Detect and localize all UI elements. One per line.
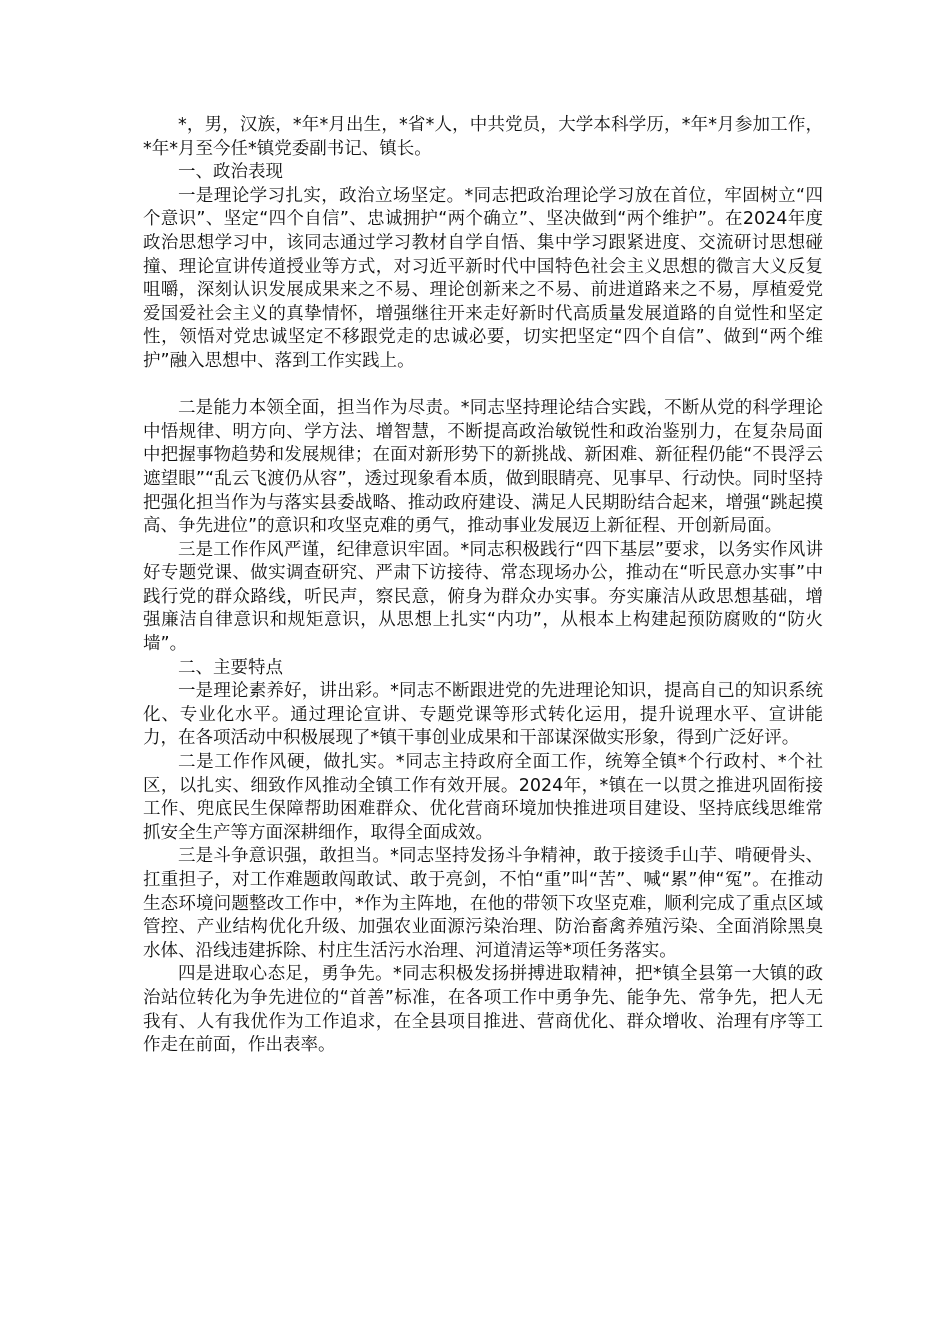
section-heading-features: 二、主要特点	[178, 657, 283, 678]
paragraph-enterprising: 四是进取心态足，勇争先。*同志积极发扬拼搏进取精神，把*镇全县第一大镇的政治站位转化为争先进位的“首善”标准，在各项工作中勇争先、能争先、常争先，把人无我有、人有我优作为工作追求，在全县项目推进、营商优化、群众增收、治理有序等工作走在前面，作出表率。	[143, 964, 823, 1056]
paragraph-work-style: 三是工作作风严谨，纪律意识牢固。*同志积极践行“四下基层”要求，以务实作风讲好专题党课、做实调查研究、严肃下访接待、常态现场办公，推动在“听民意办实事”中践行党的群众路线，听民声，察民意，俯身为群众办实事。夯实廉洁从政思想基础，增强廉洁自律意识和规矩意识，从思想上扎实“内功”，从根本上构建起预防腐败的“防火墙”。	[143, 539, 823, 655]
paragraph-solid-work: 二是工作作风硬，做扎实。*同志主持政府全面工作，统筹全镇*个行政村、*个社区，以扎实、细致作风推动全镇工作有效开展。2024年，*镇在一以贯之推进巩固衔接工作、兜底民生保障帮助困难群众、优化营商环境加快推进项目建设、坚持底线思维常抓安全生产等方面深耕细作，取得全面成效。	[143, 752, 823, 843]
intro-paragraph: *，男，汉族，*年*月出生，*省*人，中共党员，大学本科学历，*年*月参加工作，*年*月至今任*镇党委副书记、镇长。	[143, 115, 823, 159]
paragraph-theory-study: 一是理论学习扎实，政治立场坚定。*同志把政治理论学习放在首位，牢固树立“四个意识”、坚定“四个自信”、忠诚拥护“两个确立”、坚决做到“两个维护”。在2024年度政治思想学习中，该同志通过学习教材自学自悟、集中学习跟紧进度、交流研讨思想碰撞、理论宣讲传道授业等方式，对习近平新时代中国特色社会主义思想的微言大义反复咀嚼，深刻认识发展成果来之不易、理论创新来之不易、前进道路来之不易，厚植爱党爱国爱社会主义的真挚情怀，增强继往开来走好新时代高质量发展道路的自觉性和坚定性，领悟对党忠诚坚定不移跟党走的忠诚必要，切实把坚定“四个自信”、做到“两个维护”融入思想中、落到工作实践上。	[143, 185, 823, 371]
paragraph-theory-literacy: 一是理论素养好，讲出彩。*同志不断跟进党的先进理论知识，提高自己的知识系统化、专业化水平。通过理论宣讲、专题党课等形式转化运用，提升说理水平、宣讲能力，在各项活动中积极展现了*镇干事创业成果和干部谋深做实形象，得到广泛好评。	[143, 681, 823, 749]
document-body	[143, 114, 823, 1058]
paragraph-struggle: 三是斗争意识强，敢担当。*同志坚持发扬斗争精神，敢于接烫手山芋、啃硬骨头、扛重担子，对工作难题敢闯敢试、敢于亮剑，不怕“重”叫“苦”、喊“累”伸“冤”。在推动生态环境问题整改工作中，*作为主阵地，在他的带领下攻坚克难，顺利完成了重点区域管控、产业结构优化升级、加强农业面源污染治理、防治畜禽养殖污染、全面消除黑臭水体、沿线违建拆除、村庄生活污水治理、河道清运等*项任务落实。	[143, 846, 823, 961]
paragraph-ability: 二是能力本领全面，担当作为尽责。*同志坚持理论结合实践，不断从党的科学理论中悟规律、明方向、学方法、增智慧，不断提高政治敏锐性和政治鉴别力，在复杂局面中把握事物趋势和发展规律；在面对新形势下的新挑战、新困难、新征程仍能“不畏浮云遮望眼”“乱云飞渡仍从容”，透过现象看本质，做到眼睛亮、见事早、行动快。同时坚持把强化担当作为与落实县委战略、推动政府建设、满足人民期盼结合起来，增强“跳起摸高、争先进位”的意识和攻坚克难的勇气，推动事业发展迈上新征程、开创新局面。	[143, 398, 823, 537]
section-heading-political: 一、政治表现	[178, 162, 283, 183]
